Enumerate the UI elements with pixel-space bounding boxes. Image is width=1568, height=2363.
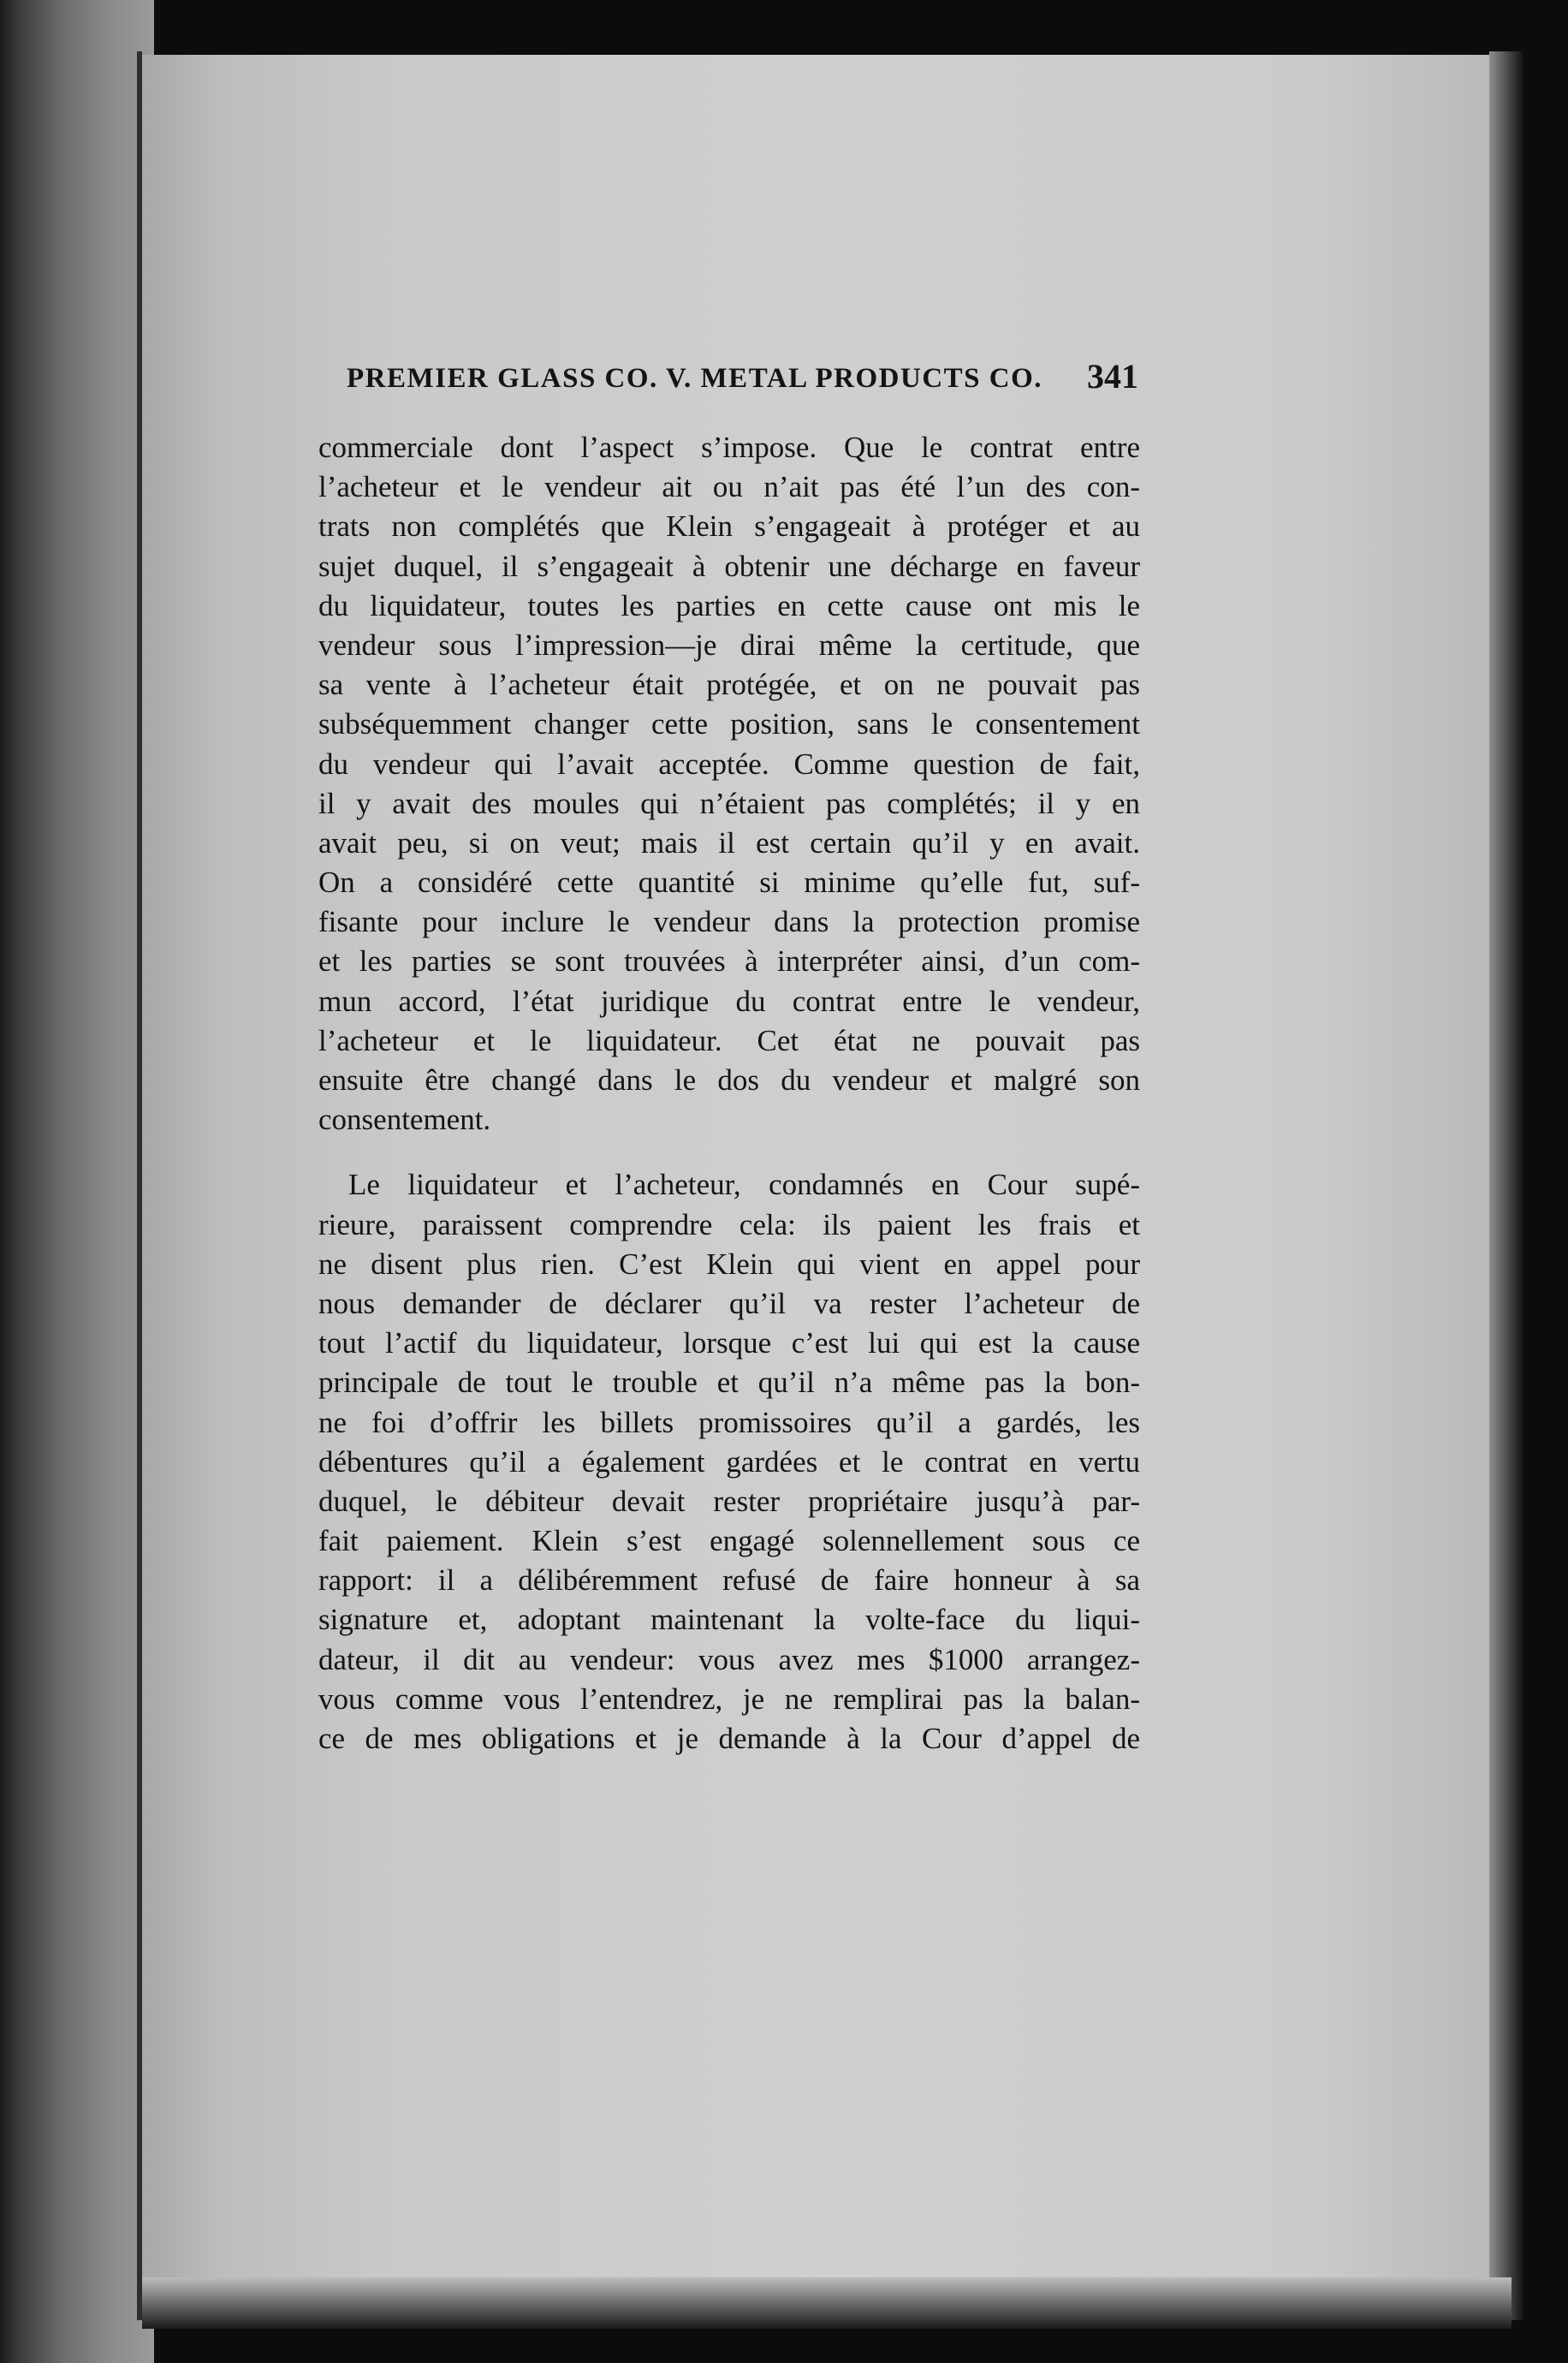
text-line: consentement.: [318, 1103, 491, 1137]
text-line: dateur, il dit au vendeur: vous avez mes $1000 arrangez-: [318, 1642, 1140, 1676]
left-page-edge: [0, 0, 154, 2363]
text-line: avait peu, si on veut; mais il est certain qu’il y en avait.: [318, 825, 1140, 860]
text-line: débentures qu’il a également gardées et le contrat en vertu: [318, 1444, 1140, 1479]
text-line: nous demander de déclarer qu’il va rester l’acheteur de: [318, 1286, 1140, 1320]
text-line: On a considéré cette quantité si minime qu’elle fut, suf-: [318, 866, 1140, 900]
page-header: [347, 356, 1138, 404]
text-line: ne disent plus rien. C’est Klein qui vient en appel pour: [318, 1247, 1140, 1281]
text-line: trats non complétés que Klein s’engageait à protéger et au: [318, 509, 1140, 544]
bottom-page-edge: [142, 2277, 1512, 2329]
text-line: sujet duquel, il s’engageait à obtenir une décharge en faveur: [318, 549, 1140, 583]
text-line: du liquidateur, toutes les parties en cette cause ont mis le: [318, 588, 1140, 622]
text-line: et les parties se sont trouvées à interpréter ainsi, d’un com-: [318, 944, 1140, 979]
text-line: signature et, adoptant maintenant la volte-face du liqui-: [318, 1603, 1140, 1637]
text-line: rapport: il a délibéremment refusé de faire honneur à sa: [318, 1563, 1140, 1598]
page-number: 341: [1087, 357, 1138, 396]
text-line: ne foi d’offrir les billets promissoires qu’il a gardés, les: [318, 1405, 1140, 1439]
text-line: l’acheteur et le liquidateur. Cet état ne pouvait pas: [318, 1023, 1140, 1057]
paragraph-1: [318, 428, 1140, 1140]
text-line: mun accord, l’état juridique du contrat entre le vendeur,: [318, 984, 1140, 1018]
text-line: principale de tout le trouble et qu’il n’a même pas la bon-: [318, 1366, 1140, 1400]
text-line: ensuite être changé dans le dos du vendeur et malgré son: [318, 1063, 1140, 1097]
body-text: [318, 428, 1140, 1759]
text-line: duquel, le débiteur devait rester propriétaire jusqu’à par-: [318, 1484, 1140, 1518]
paragraph-gap: [318, 1140, 1140, 1165]
text-line: ce de mes obligations et je demande à la Cour d’appel de: [318, 1722, 1140, 1755]
text-line: l’acheteur et le vendeur ait ou n’ait pas été l’un des con-: [318, 470, 1140, 504]
text-line: fisante pour inclure le vendeur dans la protection promise: [318, 905, 1140, 939]
text-line: fait paiement. Klein s’est engagé solennellement sous ce: [318, 1524, 1140, 1558]
text-line: rieure, paraissent comprendre cela: ils paient les frais et: [318, 1207, 1140, 1241]
text-line: vendeur sous l’impression—je dirai même la certitude, que: [318, 628, 1140, 662]
text-line: sa vente à l’acheteur était protégée, et on ne pouvait pas: [318, 668, 1140, 702]
text-line: vous comme vous l’entendrez, je ne remplirai pas la balan-: [318, 1681, 1140, 1716]
text-line: subséquemment changer cette position, sans le consentement: [318, 707, 1140, 741]
paragraph-2: [318, 1165, 1140, 1759]
text-line: du vendeur qui l’avait acceptée. Comme question de fait,: [318, 747, 1140, 781]
text-line: il y avait des moules qui n’étaient pas complétés; il y en: [318, 786, 1140, 820]
text-line: tout l’actif du liquidateur, lorsque c’est lui qui est la cause: [318, 1326, 1140, 1360]
right-page-edge: [1489, 51, 1523, 2320]
text-line: commerciale dont l’aspect s’impose. Que le contrat entre: [318, 431, 1140, 464]
running-head: PREMIER GLASS CO. V. METAL PRODUCTS CO.: [347, 363, 1043, 394]
text-line: Le liquidateur et l’acheteur, condamnés en Cour supé-: [348, 1168, 1140, 1202]
